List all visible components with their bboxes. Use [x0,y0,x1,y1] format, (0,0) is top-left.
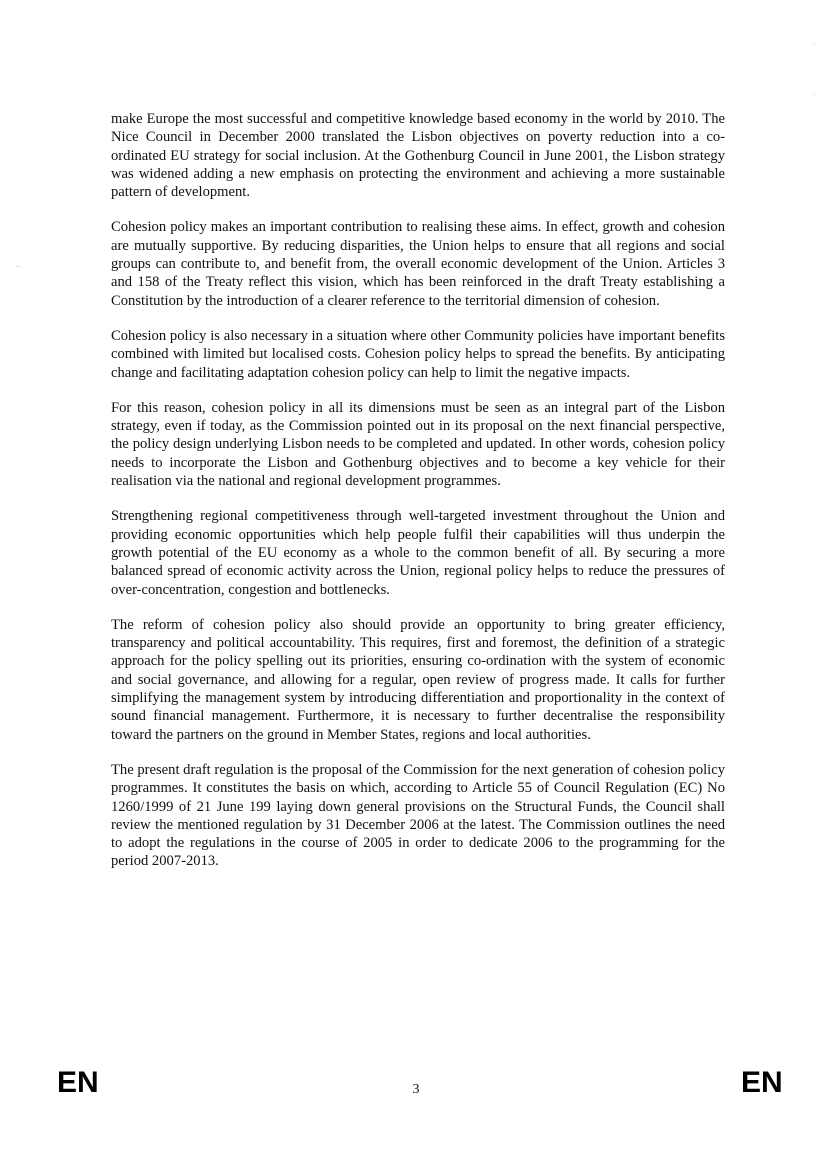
paragraph-lisbon-objectives: make Europe the most successful and competitive knowledge based economy in the world by 2010. The Nice Council in December 2000 translated the Lisbon objectives on poverty reduction into a co-ordinated EU strategy for social inclusion. At the Gothenburg Council in June 2001, the Lisbon strategy was widened adding a new emphasis on protecting the environment and achieving a more sustainable pattern of development. [111,111,725,201]
scan-artifact-mark: · [813,41,816,49]
paragraph-regional-competitiveness: Strengthening regional competitiveness through well-targeted investment throughout the Union and providing economic opportunities which help people fulfil their capabilities will thus underpin the growth potential of the EU economy as a whole to the common benefit of all. By securing a more balanced spread of economic activity across the Union, regional policy helps to reduce the pressures of over-concentration, congestion and bottlenecks. [111,508,725,598]
paragraph-draft-regulation: The present draft regulation is the proposal of the Commission for the next generation of cohesion policy programmes. It constitutes the basis on which, according to Article 55 of Council Regulation (EC) No 1260/1999 of 21 June 199 laying down general provisions on the Structural Funds, the Council shall review the mentioned regulation by 31 December 2006 at the latest. The Commission outlines the need to adopt the regulations in the course of 2005 in order to dedicate 2006 to the programming for the period 2007-2013. [111,761,725,870]
scan-artifact-mark: ⋅· [16,263,21,271]
paragraph-lisbon-integration: For this reason, cohesion policy in all its dimensions must be seen as an integral part of the Lisbon strategy, even if today, as the Commission pointed out in its proposal on the next financial perspective, the policy design underlying Lisbon needs to be completed and updated. In other words, cohesion policy needs to incorporate the Lisbon and Gothenburg objectives and to become a key vehicle for their realisation via the national and regional development programmes. [111,399,725,490]
paragraph-cohesion-contribution: Cohesion policy makes an important contribution to realising these aims. In effect, growth and cohesion are mutually supportive. By reducing disparities, the Union helps to ensure that all regions and social groups can contribute to, and benefit from, the overall economic development of the Union. Articles 3 and 158 of the Treaty reflect this vision, which has been reinforced in the draft Treaty establishing a Constitution by the introduction of a clearer reference to the territorial dimension of cohesion. [111,219,725,309]
footer-language-left: EN [57,1066,99,1099]
footer-language-right: EN [741,1066,783,1099]
page-number: 3 [412,1082,420,1097]
paragraph-policy-reform: The reform of cohesion policy also should provide an opportunity to bring greater efficiency, transparency and political accountability. This requires, first and foremost, the definition of a strategic approach for the policy spelling out its priorities, ensuring co-ordination with the system of economic and social governance, and allowing for a regular, open review of progress made. It calls for further simplifying the management system by introducing differentiation and proportionality in the context of sound financial management. Furthermore, it is necessary to further decentralise the responsibility toward the partners on the ground in Member States, regions and local authorities. [111,616,725,743]
document-body [111,110,725,888]
scan-artifact-mark: · [813,91,816,99]
paragraph-cohesion-necessity: Cohesion policy is also necessary in a situation where other Community policies have important benefits combined with limited but localised costs. Cohesion policy helps to spread the benefits. By anticipating change and facilitating adaptation cohesion policy can help to limit the negative impacts. [111,327,725,381]
